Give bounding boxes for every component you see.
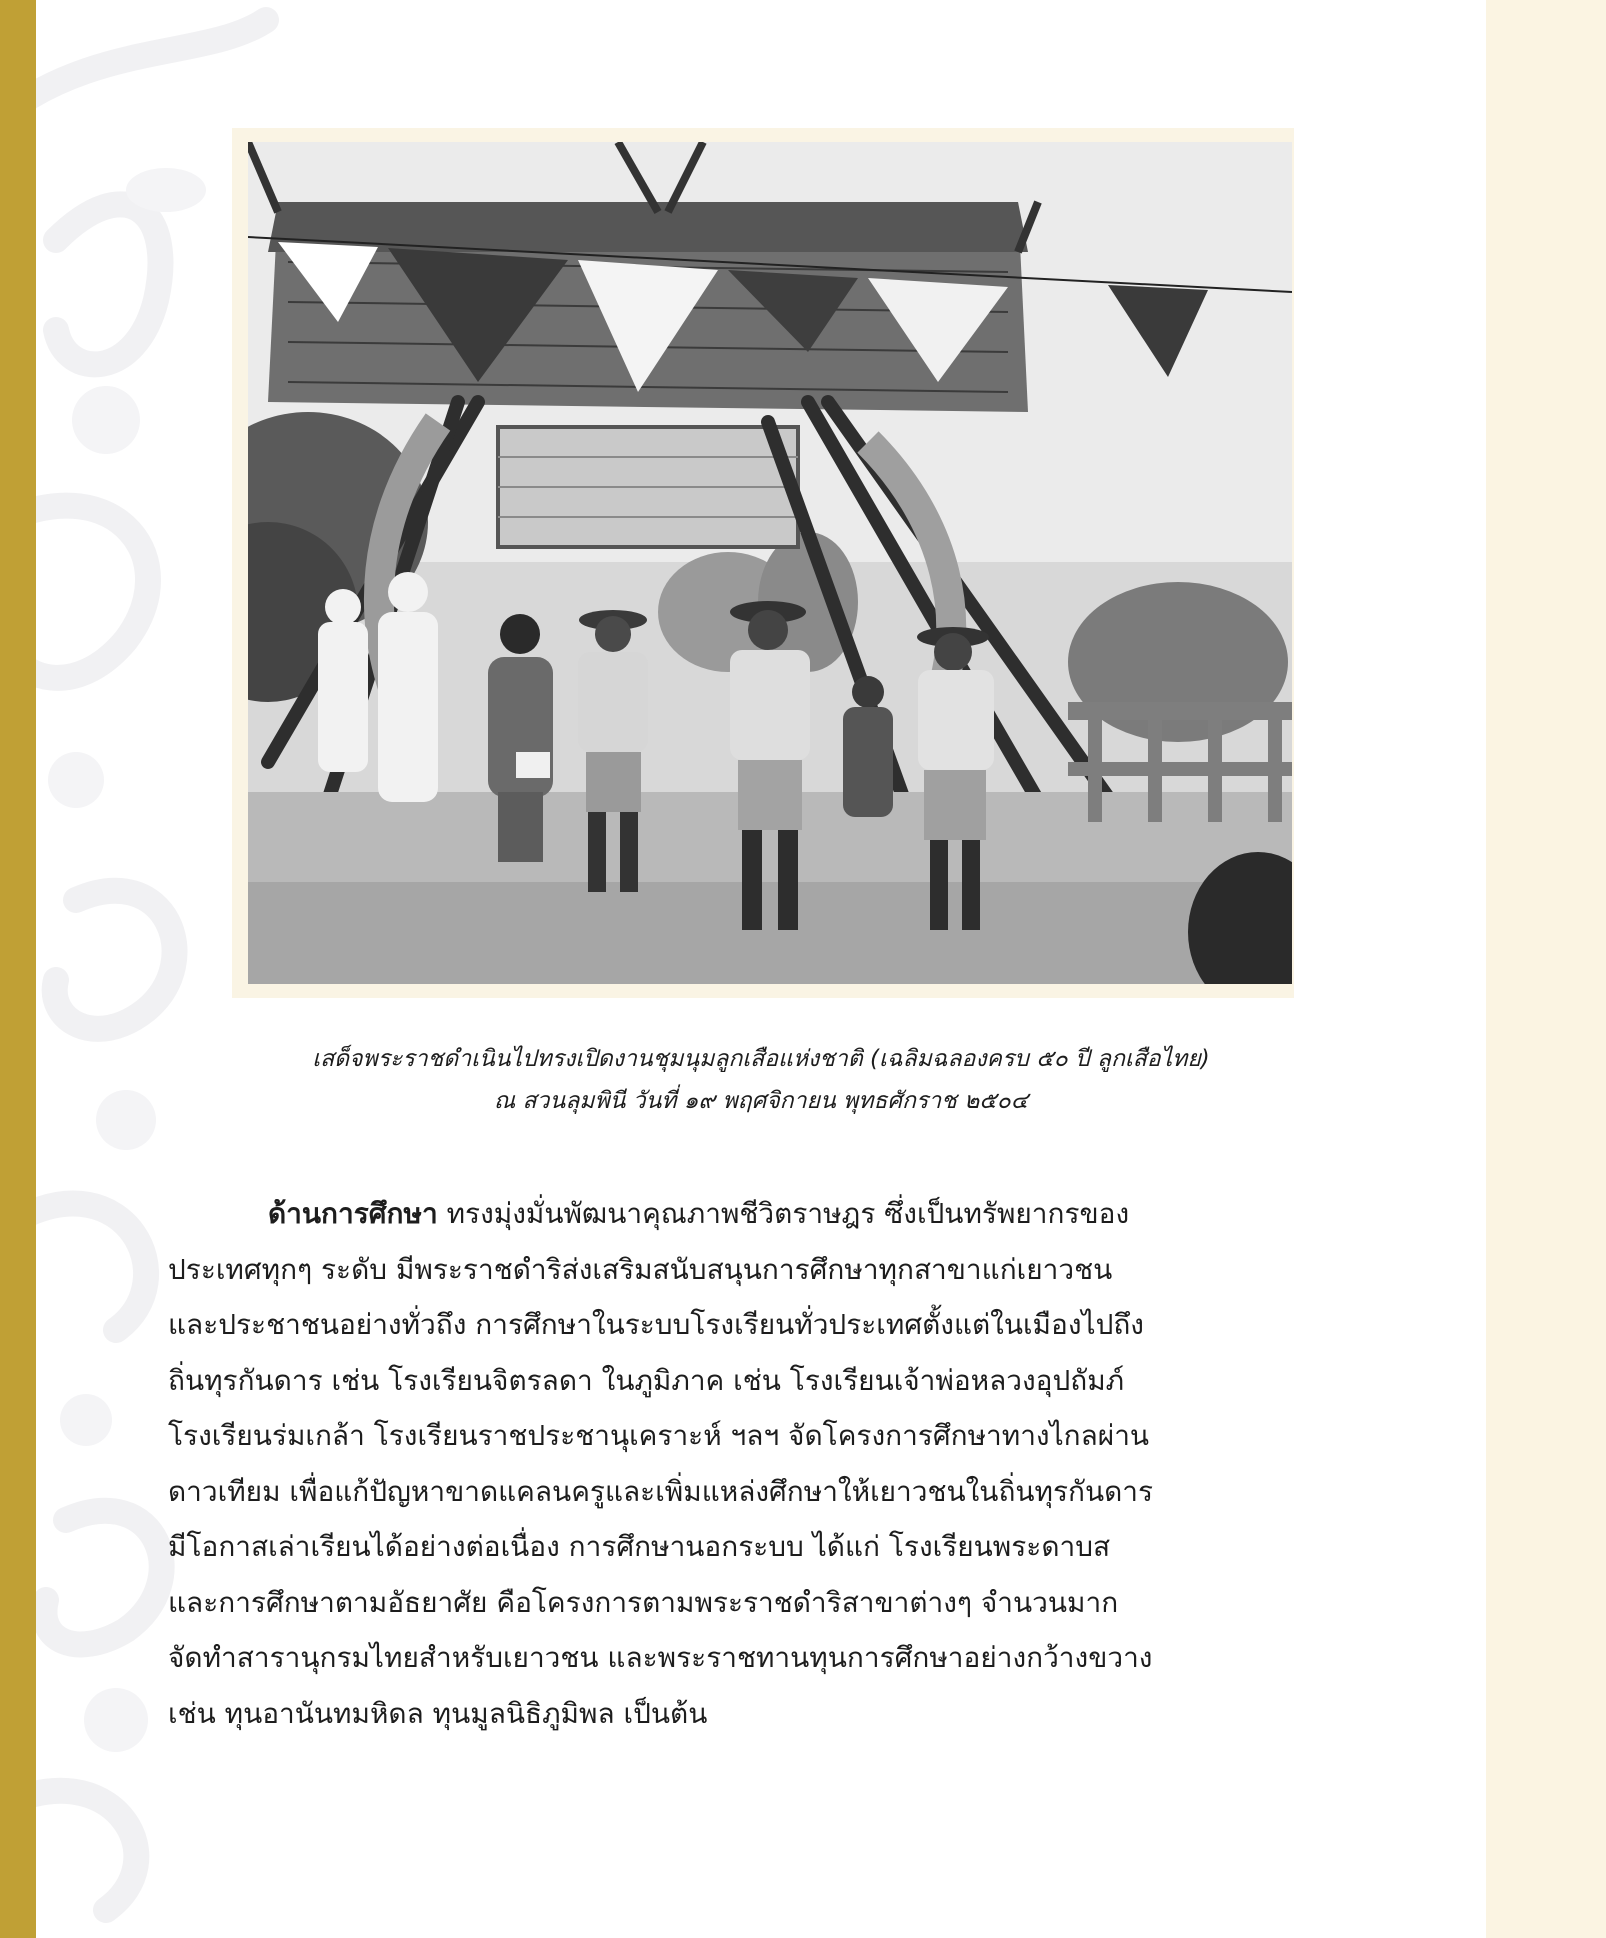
paragraph-line: ประเทศทุกๆ ระดับ มีพระราชดำริส่งเสริมสนับสนุนการศึกษาทุกสาขาแก่เยาวชน <box>168 1252 1113 1286</box>
paragraph-line: เช่น ทุนอานันทมหิดล ทุนมูลนิธิภูมิพล เป็นต้น <box>168 1696 708 1730</box>
paragraph-line: มีโอกาสเล่าเรียนได้อย่างต่อเนื่อง การศึกษานอกระบบ ได้แก่ โรงเรียนพระดาบส <box>168 1530 1111 1563</box>
paragraph-line: และการศึกษาตามอัธยาศัย คือโครงการตามพระราชดำริสาขาต่างๆ จำนวนมาก <box>168 1585 1119 1619</box>
photo-illustration <box>248 142 1292 984</box>
caption-line-2: ณ สวนลุมพินี วันที่ ๑๙ พฤศจิกายน พุทธศักราช ๒๕๐๔ <box>493 1088 1029 1114</box>
paragraph-line-1-text: ทรงมุ่งมั่นพัฒนาคุณภาพชีวิตราษฎร ซึ่งเป็นทรัพยากรของ <box>437 1197 1130 1230</box>
section-heading-education: ด้านการศึกษา <box>268 1197 438 1230</box>
paragraph-line: และประชาชนอย่างทั่วถึง การศึกษาในระบบโรงเรียนทั่วประเทศตั้งแต่ในเมืองไปถึง <box>168 1308 1144 1341</box>
body-paragraph <box>168 1186 1406 1741</box>
paragraph-line: จัดทำสารานุกรมไทยสำหรับเยาวชน และพระราชทานทุนการศึกษาอย่างกว้างขวาง <box>168 1641 1153 1674</box>
photo-caption <box>186 1038 1336 1122</box>
paragraph-line: โรงเรียนร่มเกล้า โรงเรียนราชประชานุเคราะห์ ฯลฯ จัดโครงการศึกษาทางไกลผ่าน <box>168 1419 1150 1452</box>
paragraph-line: ถิ่นทุรกันดาร เช่น โรงเรียนจิตรลดา ในภูมิภาค เช่น โรงเรียนเจ้าพ่อหลวงอุปถัมภ์ <box>168 1363 1125 1397</box>
gold-border-band <box>0 0 36 1938</box>
page <box>36 0 1486 1938</box>
caption-line-1: เสด็จพระราชดำเนินไปทรงเปิดงานชุมนุมลูกเสือแห่งชาติ (เฉลิมฉลองครบ ๕๐ ปี ลูกเสือไทย) <box>312 1046 1210 1072</box>
paragraph-line-1 <box>168 1186 1406 1242</box>
paragraph-line: ดาวเทียม เพื่อแก้ปัญหาขาดแคลนครูและเพิ่มแหล่งศึกษาให้เยาวชนในถิ่นทุรกันดาร <box>168 1474 1154 1508</box>
cream-margin-band <box>1486 0 1606 1938</box>
historical-photo <box>248 142 1292 984</box>
